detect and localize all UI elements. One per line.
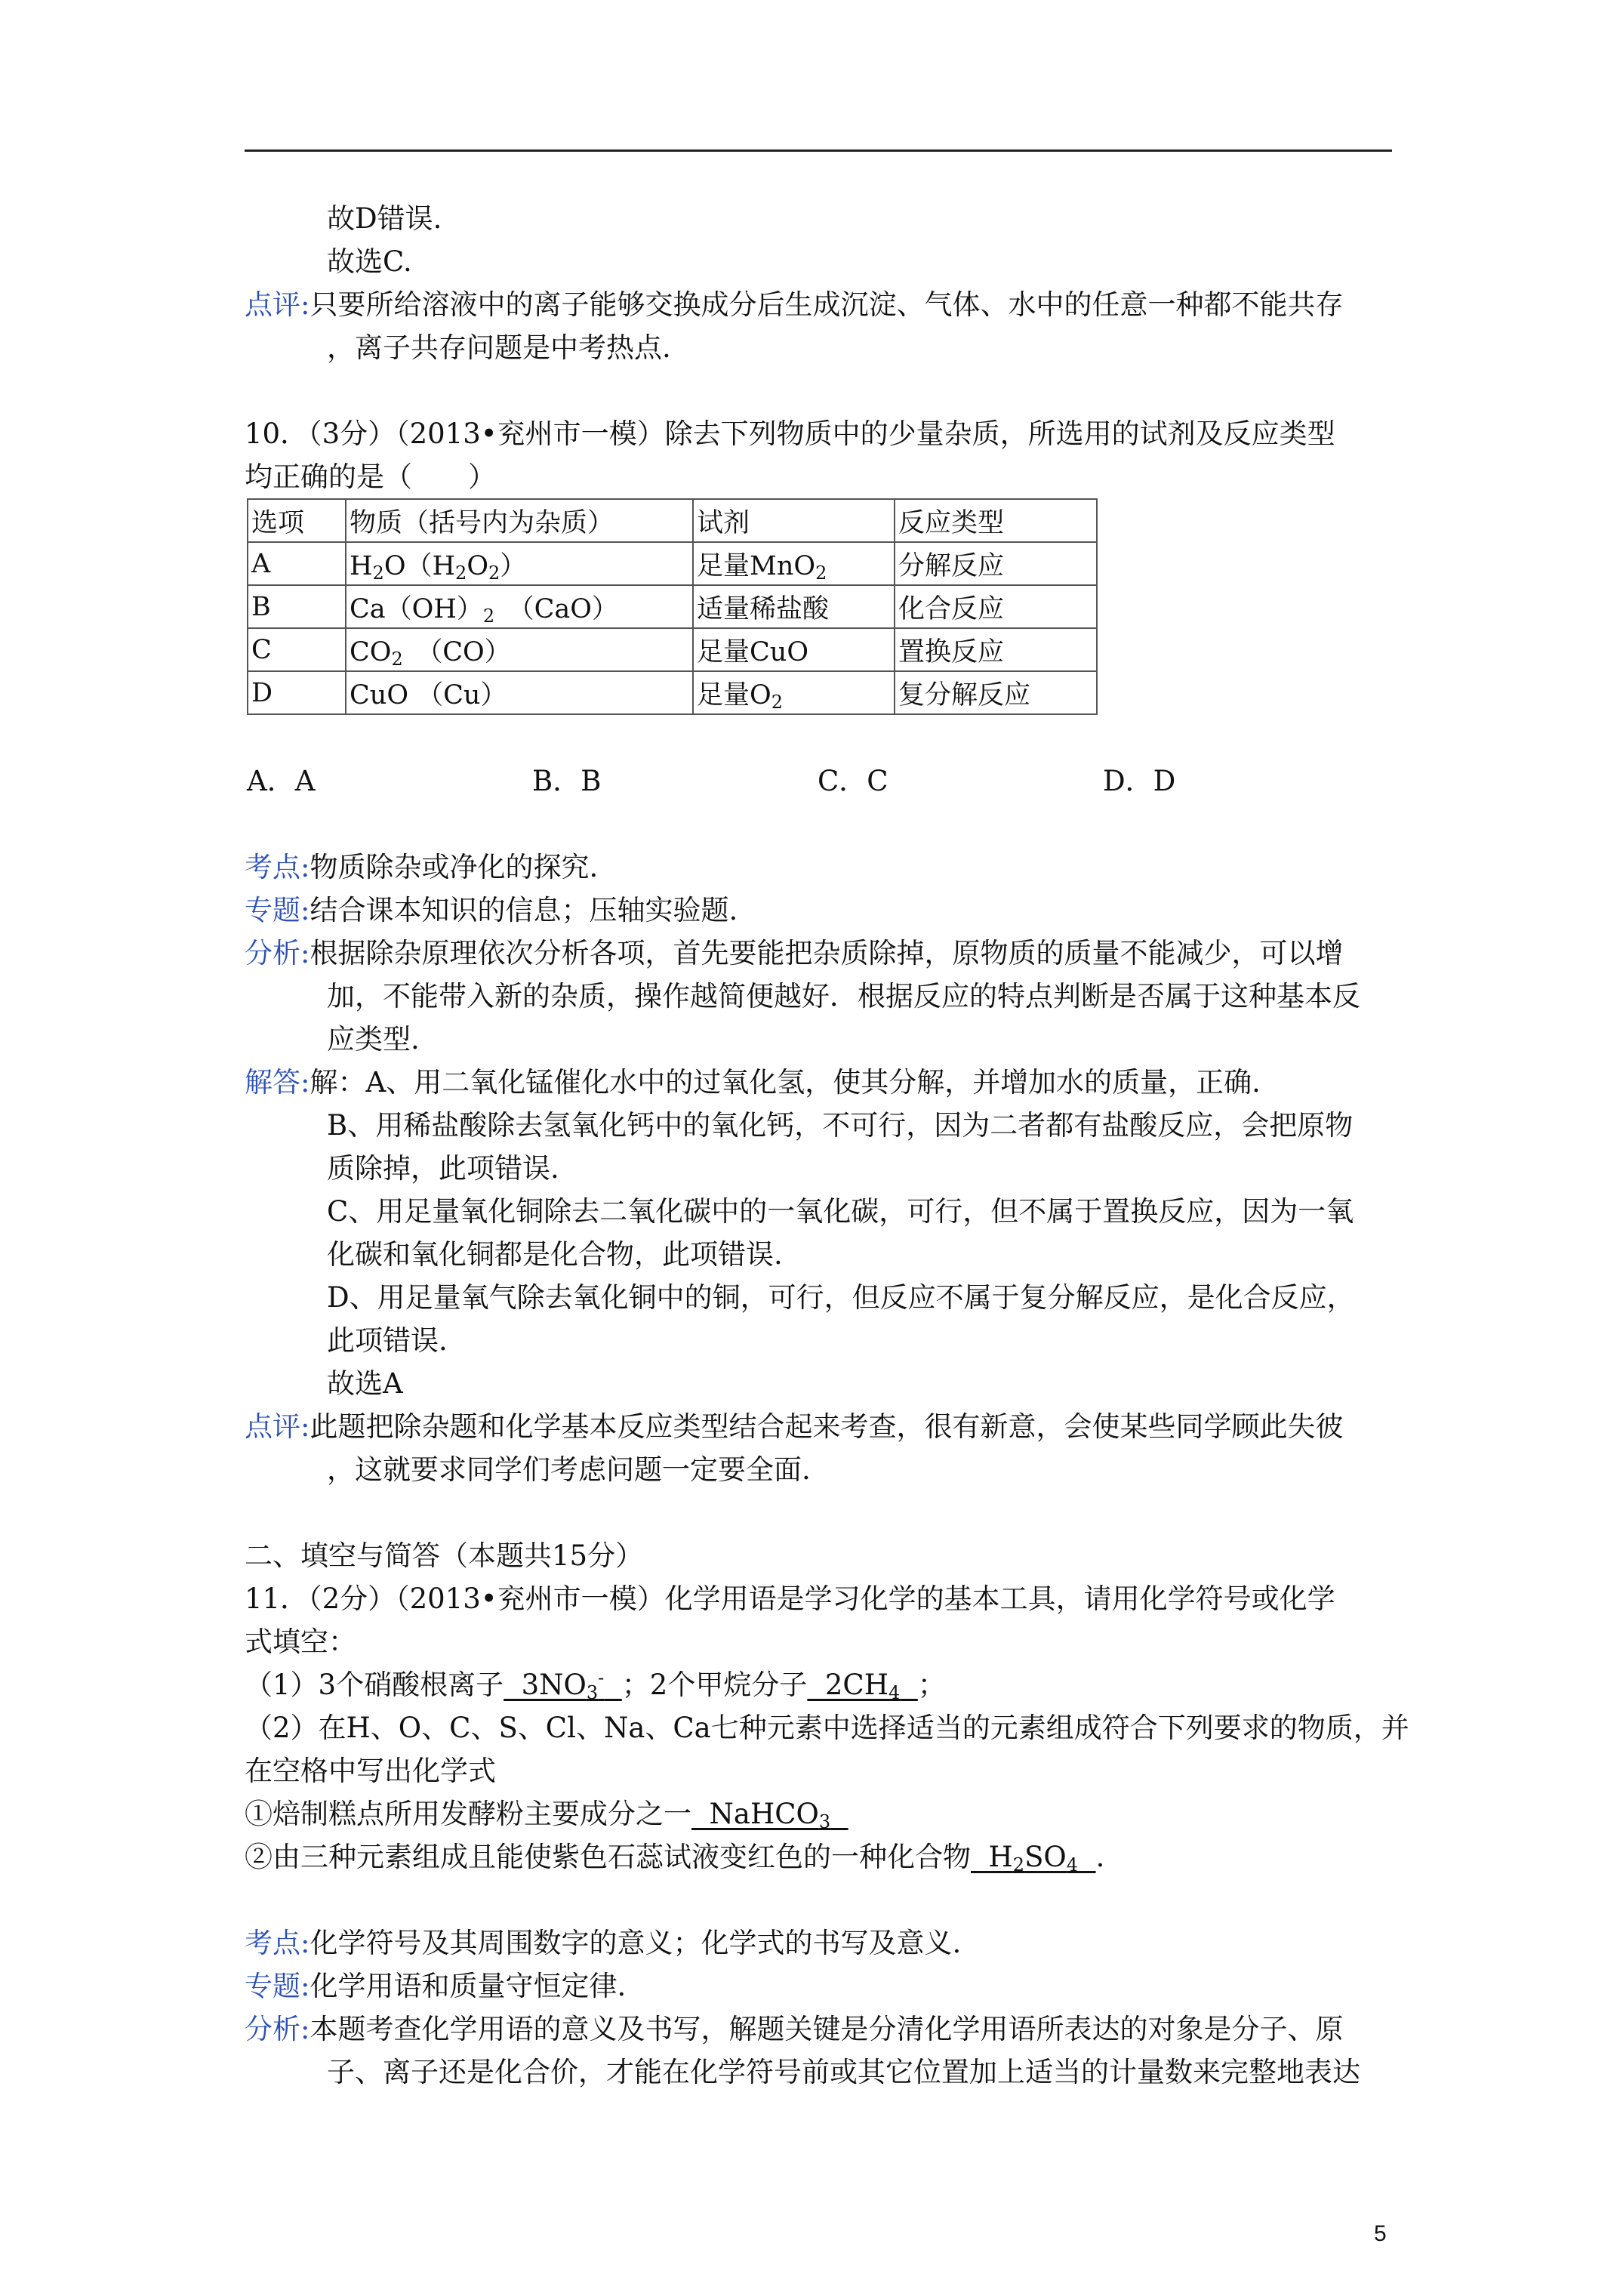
q11-part2-ii: ②由三种元素组成且能使紫色石蕊试液变红色的一种化合物 $H_2SO_4$ . bbox=[245, 1841, 1105, 1875]
q10-stem: 10．（3分）（2013•兖州市一模）除去下列物质中的少量杂质，所选用的试剂及反应类型 bbox=[245, 418, 1335, 450]
q10-jieda-cont: 质除掉，此项错误. bbox=[327, 1152, 559, 1185]
q10-fenxi-cont: 应类型. bbox=[327, 1023, 420, 1056]
q11-stem: 11．（2分）（2013•兖州市一模）化学用语是学习化学的基本工具，请用化学符号或化学 bbox=[245, 1583, 1335, 1615]
q10-fenxi-cont: 加，不能带入新的杂质，操作越简便越好．根据反应的特点判断是否属于这种基本反 bbox=[327, 980, 1360, 1012]
comment-label: 点评: bbox=[245, 288, 310, 321]
table-cell: 化合反应 bbox=[895, 585, 1097, 628]
q11-zhuanti: 专题:化学用语和质量守恒定律. bbox=[245, 1970, 627, 2002]
choice-b: B．B bbox=[532, 765, 602, 797]
table-cell: B bbox=[248, 585, 346, 628]
table-header-row bbox=[248, 499, 1097, 542]
table-cell: 复分解反应 bbox=[895, 671, 1097, 714]
q9-line: 故选C. bbox=[327, 245, 412, 278]
table-cell-substance: $H_2O(H_2O_2)$ bbox=[346, 542, 693, 585]
table-cell: A bbox=[248, 542, 346, 585]
q10-jieda-cont: 化碳和氧化铜都是化合物，此项错误. bbox=[327, 1238, 783, 1271]
page-number: 5 bbox=[1374, 2221, 1387, 2246]
q11-fenxi-cont: 子、离子还是化合价，才能在化学符号前或其它位置加上适当的计量数来完整地表达 bbox=[327, 2056, 1360, 2088]
q10-comment: 点评:此题把除杂题和化学基本反应类型结合起来考查，很有新意，会使某些同学顾此失彼 bbox=[245, 1410, 1344, 1443]
table-row bbox=[248, 628, 1097, 671]
q9-line: 故D错误. bbox=[327, 202, 442, 235]
q11-kaodian: 考点:化学符号及其周围数字的意义；化学式的书写及意义. bbox=[245, 1927, 962, 1959]
table-cell-substance: $CO_2$ （CO） bbox=[346, 628, 693, 671]
q10-jieda-cont: C、用足量氧化铜除去二氧化碳中的一氧化碳，可行，但不属于置换反应，因为一氧 bbox=[327, 1195, 1354, 1228]
table-cell-reagent: 足量CuO bbox=[693, 628, 895, 671]
q11-part1: （1）3个硝酸根离子 $3NO_3^-$ ；2个甲烷分子 $2CH_4$ ； bbox=[245, 1667, 946, 1703]
q11-part2-i: ①焙制糕点所用发酵粉主要成分之一 NaHCO$_3$ bbox=[245, 1793, 848, 1835]
section-title: 二、填空与简答（本题共15分） bbox=[245, 1539, 644, 1572]
q10-zhuanti: 专题:结合课本知识的信息；压轴实验题. bbox=[245, 894, 738, 926]
table-cell-substance: CuO （Cu） bbox=[346, 671, 693, 714]
table-header: 试剂 bbox=[693, 499, 895, 542]
answer-blank: NaHCO$_3$ bbox=[691, 1798, 831, 1832]
table-header: 物质（括号内为杂质） bbox=[346, 499, 693, 542]
q10-stem: 均正确的是（ ） bbox=[245, 461, 496, 493]
options-table bbox=[247, 498, 1098, 715]
table-cell-substance: $Ca(OH)_2$ （CaO） bbox=[346, 585, 693, 628]
choice-a: A．A bbox=[247, 765, 316, 797]
q11-stem: 式填空： bbox=[245, 1626, 356, 1658]
q11-part2: 在空格中写出化学式 bbox=[245, 1755, 496, 1787]
table-row bbox=[248, 671, 1097, 714]
q10-fenxi: 分析:根据除杂原理依次分析各项，首先要能把杂质除掉，原物质的质量不能减少，可以增 bbox=[245, 937, 1344, 969]
answer-blank: $3NO_3^-$ bbox=[504, 1667, 605, 1703]
table-cell-reagent: 适量稀盐酸 bbox=[693, 585, 895, 628]
table-row bbox=[248, 585, 1097, 628]
table-cell-reagent: 足量MnO$_2$ bbox=[693, 542, 895, 585]
table-header: 反应类型 bbox=[895, 499, 1097, 542]
table-header: 选项 bbox=[248, 499, 346, 542]
choice-c: C．C bbox=[818, 765, 888, 797]
q9-comment: 点评:只要所给溶液中的离子能够交换成分后生成沉淀、气体、水中的任意一种都不能共存 bbox=[245, 288, 1344, 321]
table-cell: 分解反应 bbox=[895, 542, 1097, 585]
q10-jieda-cont: D、用足量氧气除去氧化铜中的铜，可行，但反应不属于复分解反应，是化合反应， bbox=[327, 1281, 1355, 1314]
q10-jieda-cont: 故选A bbox=[327, 1367, 403, 1400]
q10-jieda-cont: 此项错误. bbox=[327, 1324, 448, 1357]
answer-blank: $H_2SO_4$ bbox=[971, 1841, 1079, 1875]
header-rule bbox=[245, 149, 1392, 152]
q10-kaodian: 考点:物质除杂或净化的探究. bbox=[245, 851, 599, 883]
answer-blank: $2CH_4$ bbox=[807, 1669, 901, 1703]
choice-d: D．D bbox=[1103, 765, 1176, 797]
table-cell: C bbox=[248, 628, 346, 671]
table-cell: D bbox=[248, 671, 346, 714]
q10-comment-cont: ，这就要求同学们考虑问题一定要全面. bbox=[327, 1453, 811, 1486]
q10-jieda-cont: B、用稀盐酸除去氢氧化钙中的氧化钙，不可行，因为二者都有盐酸反应，会把原物 bbox=[327, 1109, 1354, 1142]
q9-comment-cont: ，离子共存问题是中考热点. bbox=[327, 331, 671, 364]
table-cell-reagent: 足量$O_2$ bbox=[693, 671, 895, 714]
q11-part2: （2）在H、O、C、S、Cl、Na、Ca七种元素中选择适当的元素组成符合下列要求的物质，并 bbox=[245, 1712, 1409, 1744]
q10-jieda: 解答:解：A、用二氧化锰催化水中的过氧化氢，使其分解，并增加水的质量，正确. bbox=[245, 1066, 1261, 1099]
table-row bbox=[248, 542, 1097, 585]
q11-fenxi: 分析:本题考查化学用语的意义及书写，解题关键是分清化学用语所表达的对象是分子、原 bbox=[245, 2013, 1344, 2045]
table-cell: 置换反应 bbox=[895, 628, 1097, 671]
